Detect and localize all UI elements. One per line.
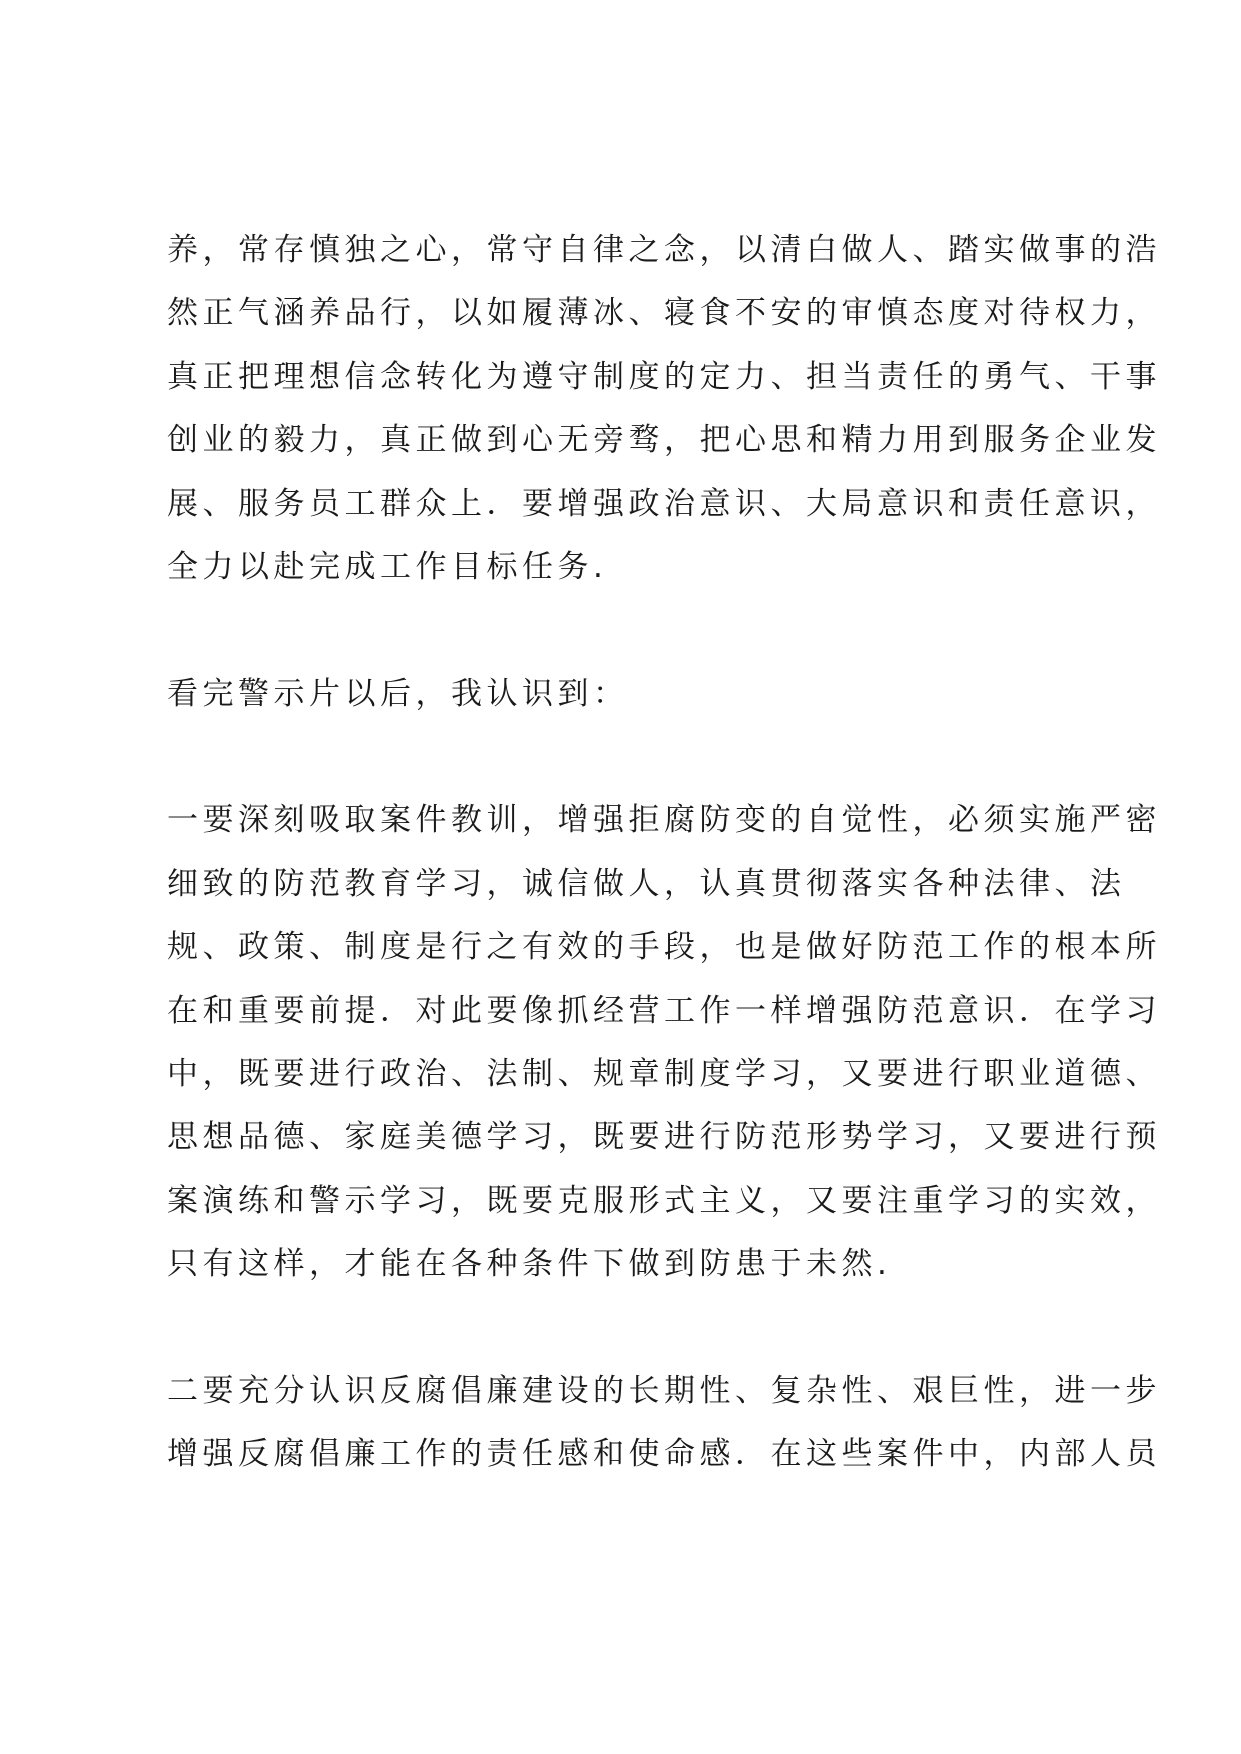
text-line: 思想品德、家庭美德学习，既要进行防范形势学习，又要进行预 <box>167 1119 1161 1155</box>
text-line: 养，常存慎独之心，常守自律之念，以清白做人、踏实做事的浩 <box>167 232 1161 268</box>
text-line: 一要深刻吸取案件教训，增强拒腐防变的自觉性，必须实施严密 <box>167 802 1161 838</box>
text-line: 真正把理想信念转化为遵守制度的定力、担当责任的勇气、干事 <box>167 359 1161 395</box>
text-line: 只有这样，才能在各种条件下做到防患于未然. <box>167 1246 892 1282</box>
text-line: 二要充分认识反腐倡廉建设的长期性、复杂性、艰巨性，进一步 <box>167 1373 1161 1409</box>
text-line: 创业的毅力，真正做到心无旁骛，把心思和精力用到服务企业发 <box>167 422 1161 458</box>
text-line: 然正气涵养品行，以如履薄冰、寝食不安的审慎态度对待权力， <box>167 295 1161 331</box>
text-line: 看完警示片以后，我认识到： <box>167 676 629 712</box>
text-line: 在和重要前提．对此要像抓经营工作一样增强防范意识．在学习 <box>167 993 1161 1029</box>
text-line: 展、服务员工群众上．要增强政治意识、大局意识和责任意识， <box>167 486 1161 522</box>
text-line: 中，既要进行政治、法制、规章制度学习，又要进行职业道德、 <box>167 1056 1161 1092</box>
text-line: 规、政策、制度是行之有效的手段，也是做好防范工作的根本所 <box>167 929 1161 965</box>
text-line: 细致的防范教育学习，诚信做人，认真贯彻落实各种法律、法 <box>167 866 1126 902</box>
text-line: 案演练和警示学习，既要克服形式主义，又要注重学习的实效， <box>167 1183 1161 1219</box>
text-line: 全力以赴完成工作目标任务. <box>167 549 608 585</box>
document-page <box>167 0 1161 1754</box>
text-line: 增强反腐倡廉工作的责任感和使命感．在这些案件中，内部人员 <box>167 1436 1161 1472</box>
